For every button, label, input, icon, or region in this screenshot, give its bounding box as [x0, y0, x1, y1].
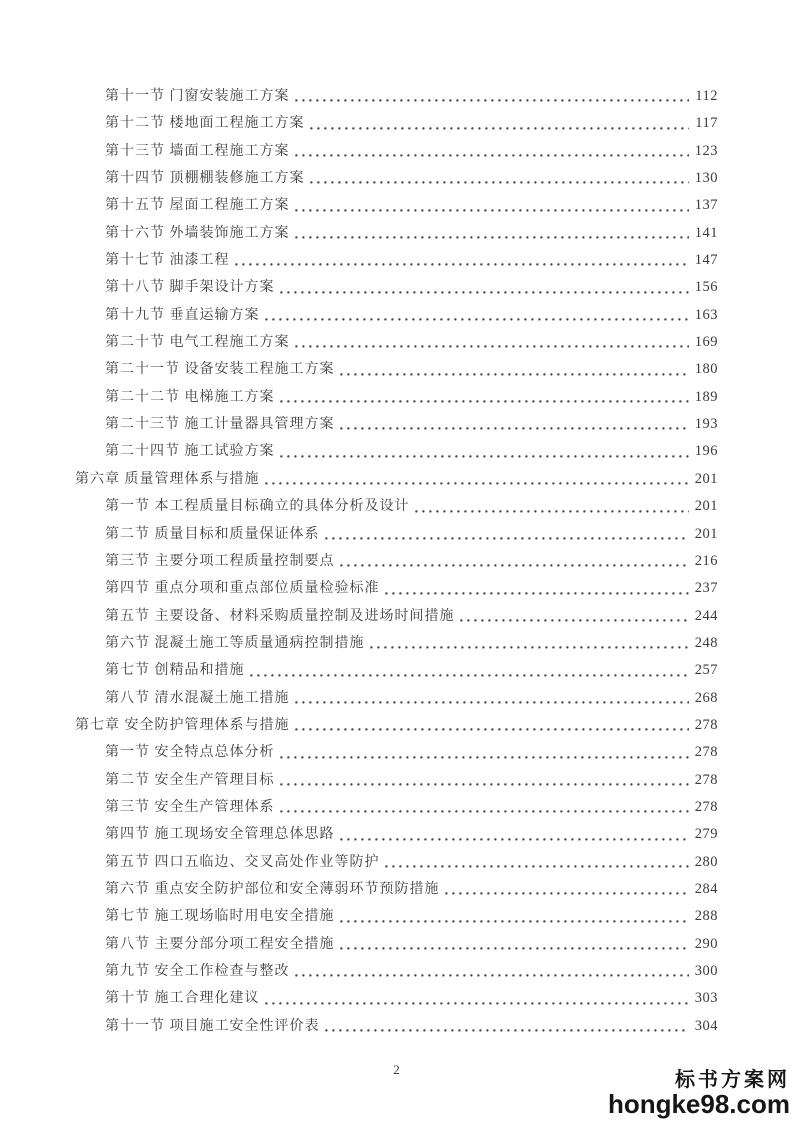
toc-entry [0, 630, 718, 657]
toc-entry-title: 第五节 四口五临边、交叉高处作业等防护 [105, 854, 380, 870]
dot-leader [325, 1029, 690, 1033]
toc-entry [0, 548, 718, 575]
toc-entry [0, 302, 718, 329]
dot-leader [340, 427, 690, 431]
toc-entry-page: 156 [694, 279, 718, 296]
toc-entry-title: 第五节 主要设备、材料采购质量控制及进场时间措施 [105, 608, 455, 624]
dot-leader [280, 455, 690, 459]
toc-entry-title: 第七节 施工现场临时用电安全措施 [105, 909, 335, 925]
toc-entry [0, 192, 718, 219]
toc-entry-page: 193 [694, 416, 718, 433]
toc-entry-title: 第三节 主要分项工程质量控制要点 [105, 553, 335, 569]
toc-entry-page: 169 [694, 334, 718, 351]
dot-leader [415, 510, 690, 514]
dot-leader [295, 99, 690, 103]
toc-entry [0, 356, 718, 383]
toc-entry [0, 794, 718, 821]
toc-entry-page: 237 [694, 580, 718, 597]
toc-entry-title: 第六章 质量管理体系与措施 [75, 471, 260, 487]
dot-leader [295, 154, 690, 158]
toc-entry [0, 466, 718, 493]
toc-entry-page: 123 [694, 142, 718, 159]
toc-entry-page: 303 [694, 990, 718, 1007]
toc-entry-page: 248 [694, 634, 718, 651]
toc-entry-title: 第九节 安全工作检查与整改 [105, 964, 290, 979]
dot-leader [295, 345, 690, 349]
dot-leader [250, 674, 690, 678]
toc-entry-title: 第七节 创精品和措施 [105, 663, 245, 679]
dot-leader [310, 127, 690, 131]
toc-entry-page: 137 [694, 197, 718, 214]
toc-entry-title: 第二十四节 施工试验方案 [105, 444, 275, 460]
toc-entry-page: 244 [694, 607, 718, 624]
toc-entry-page: 189 [694, 388, 718, 405]
toc-entry-page: 130 [694, 170, 718, 187]
dot-leader [340, 947, 690, 951]
toc-entry [0, 739, 718, 766]
toc-entry [0, 493, 718, 520]
toc-entry [0, 329, 718, 356]
toc-entry [0, 438, 718, 465]
toc-entry-title: 第八节 清水混凝土施工措施 [105, 690, 290, 706]
toc-entry-title: 第二十一节 设备安装工程施工方案 [105, 362, 335, 378]
toc-entry-title: 第二节 质量目标和质量保证体系 [105, 526, 320, 542]
toc-entry [0, 849, 718, 876]
dot-leader [295, 209, 690, 213]
toc-entry-page: 201 [694, 470, 718, 487]
toc-entry-title: 第六节 重点安全防护部位和安全薄弱环节预防措施 [105, 881, 440, 897]
toc-entry-title: 第七章 安全防护管理体系与措施 [75, 717, 290, 733]
toc-entry-page: 280 [694, 853, 718, 870]
toc-entry-title: 第二十二节 电梯施工方案 [105, 389, 275, 405]
toc-entry-title: 第二十节 电气工程施工方案 [105, 335, 290, 351]
toc-entry-page: 201 [694, 525, 718, 542]
toc-entry-page: 278 [694, 771, 718, 788]
dot-leader [340, 920, 690, 924]
toc-entry [0, 876, 718, 903]
toc-entry-title: 第十一节 门窗安装施工方案 [105, 89, 290, 104]
toc-entry-title: 第十二节 楼地面工程施工方案 [105, 116, 305, 132]
toc-entry-page: 196 [694, 443, 718, 460]
dot-leader [295, 974, 690, 978]
dot-leader [460, 619, 690, 623]
toc-entry-title: 第四节 施工现场安全管理总体思路 [105, 827, 335, 843]
dot-leader [370, 646, 690, 650]
dot-leader [385, 592, 690, 596]
toc-entry-title: 第十八节 脚手架设计方案 [105, 280, 275, 296]
toc-entry-title: 第十三节 墙面工程施工方案 [105, 143, 290, 159]
toc-entry-title: 第十节 施工合理化建议 [105, 991, 260, 1007]
toc-list [0, 83, 793, 1040]
toc-entry-title: 第十一节 项目施工安全性评价表 [105, 1018, 320, 1034]
toc-entry-title: 第六节 混凝土施工等质量通病控制措施 [105, 635, 365, 651]
toc-entry-page: 268 [694, 689, 718, 706]
toc-entry-title: 第一节 安全特点总体分析 [105, 745, 275, 761]
toc-entry [0, 685, 718, 712]
dot-leader [310, 181, 690, 185]
toc-entry [0, 110, 718, 137]
dot-leader [340, 373, 690, 377]
toc-entry-page: 216 [694, 552, 718, 569]
dot-leader [340, 838, 690, 842]
toc-entry-page: 112 [695, 88, 718, 104]
toc-entry [0, 521, 718, 548]
toc-entry-title: 第十七节 油漆工程 [105, 253, 230, 269]
toc-entry-title: 第一节 本工程质量目标确立的具体分析及设计 [105, 499, 410, 515]
toc-entry [0, 958, 718, 985]
toc-entry [0, 274, 718, 301]
dot-leader [325, 537, 690, 541]
dot-leader [280, 400, 690, 404]
dot-leader [340, 564, 690, 568]
toc-entry-page: 201 [694, 498, 718, 515]
toc-entry-title: 第八节 主要分部分项工程安全措施 [105, 936, 335, 952]
toc-entry [0, 903, 718, 930]
toc-entry [0, 83, 718, 110]
toc-entry-page: 278 [694, 798, 718, 815]
dot-leader [265, 1002, 690, 1006]
toc-entry-title: 第二十三节 施工计量器具管理方案 [105, 417, 335, 433]
toc-entry-page: 288 [694, 908, 718, 925]
toc-entry [0, 220, 718, 247]
dot-leader [265, 482, 690, 486]
dot-leader [280, 783, 690, 787]
dot-leader [445, 892, 690, 896]
toc-entry-page: 117 [695, 115, 718, 132]
toc-entry [0, 575, 718, 602]
dot-leader [295, 236, 690, 240]
toc-entry [0, 603, 718, 630]
toc-entry-page: 278 [694, 716, 718, 733]
footer-page-number: 2 [393, 1062, 400, 1077]
toc-entry-title: 第三节 安全生产管理体系 [105, 799, 275, 815]
toc-entry [0, 657, 718, 684]
toc-entry [0, 821, 718, 848]
toc-entry-title: 第四节 重点分项和重点部位质量检验标准 [105, 581, 380, 597]
toc-entry [0, 247, 718, 274]
toc-entry-page: 278 [694, 744, 718, 761]
toc-entry-title: 第十四节 顶棚棚装修施工方案 [105, 171, 305, 187]
toc-entry-page: 141 [694, 224, 718, 241]
toc-entry [0, 712, 718, 739]
dot-leader [265, 318, 690, 322]
toc-entry-page: 290 [694, 935, 718, 952]
dot-leader [295, 701, 690, 705]
toc-entry-page: 257 [694, 662, 718, 679]
toc-entry [0, 165, 718, 192]
toc-entry-page: 180 [694, 361, 718, 378]
toc-entry-page: 163 [694, 306, 718, 323]
dot-leader [295, 728, 690, 732]
toc-entry-page: 304 [694, 1017, 718, 1034]
dot-leader [385, 865, 690, 869]
toc-entry-title: 第二节 安全生产管理目标 [105, 772, 275, 788]
toc-entry [0, 411, 718, 438]
toc-entry [0, 1013, 718, 1040]
toc-entry-page: 284 [694, 880, 718, 897]
watermark-site-name: 标书方案网 [675, 1069, 790, 1091]
dot-leader [280, 810, 690, 814]
toc-entry-title: 第十五节 屋面工程施工方案 [105, 198, 290, 214]
toc-entry [0, 138, 718, 165]
toc-entry [0, 384, 718, 411]
dot-leader [280, 291, 690, 295]
toc-entry [0, 931, 718, 958]
toc-entry-title: 第十九节 垂直运输方案 [105, 307, 260, 323]
toc-entry [0, 767, 718, 794]
toc-entry-title: 第十六节 外墙装饰施工方案 [105, 225, 290, 241]
toc-entry-page: 300 [694, 963, 718, 979]
toc-entry-page: 279 [694, 826, 718, 843]
watermark [608, 1070, 790, 1117]
watermark-site-url: hongke98.com [607, 1089, 790, 1119]
toc-entry-page: 147 [694, 252, 718, 269]
dot-leader [235, 263, 690, 267]
dot-leader [280, 756, 690, 760]
toc-entry [0, 985, 718, 1012]
